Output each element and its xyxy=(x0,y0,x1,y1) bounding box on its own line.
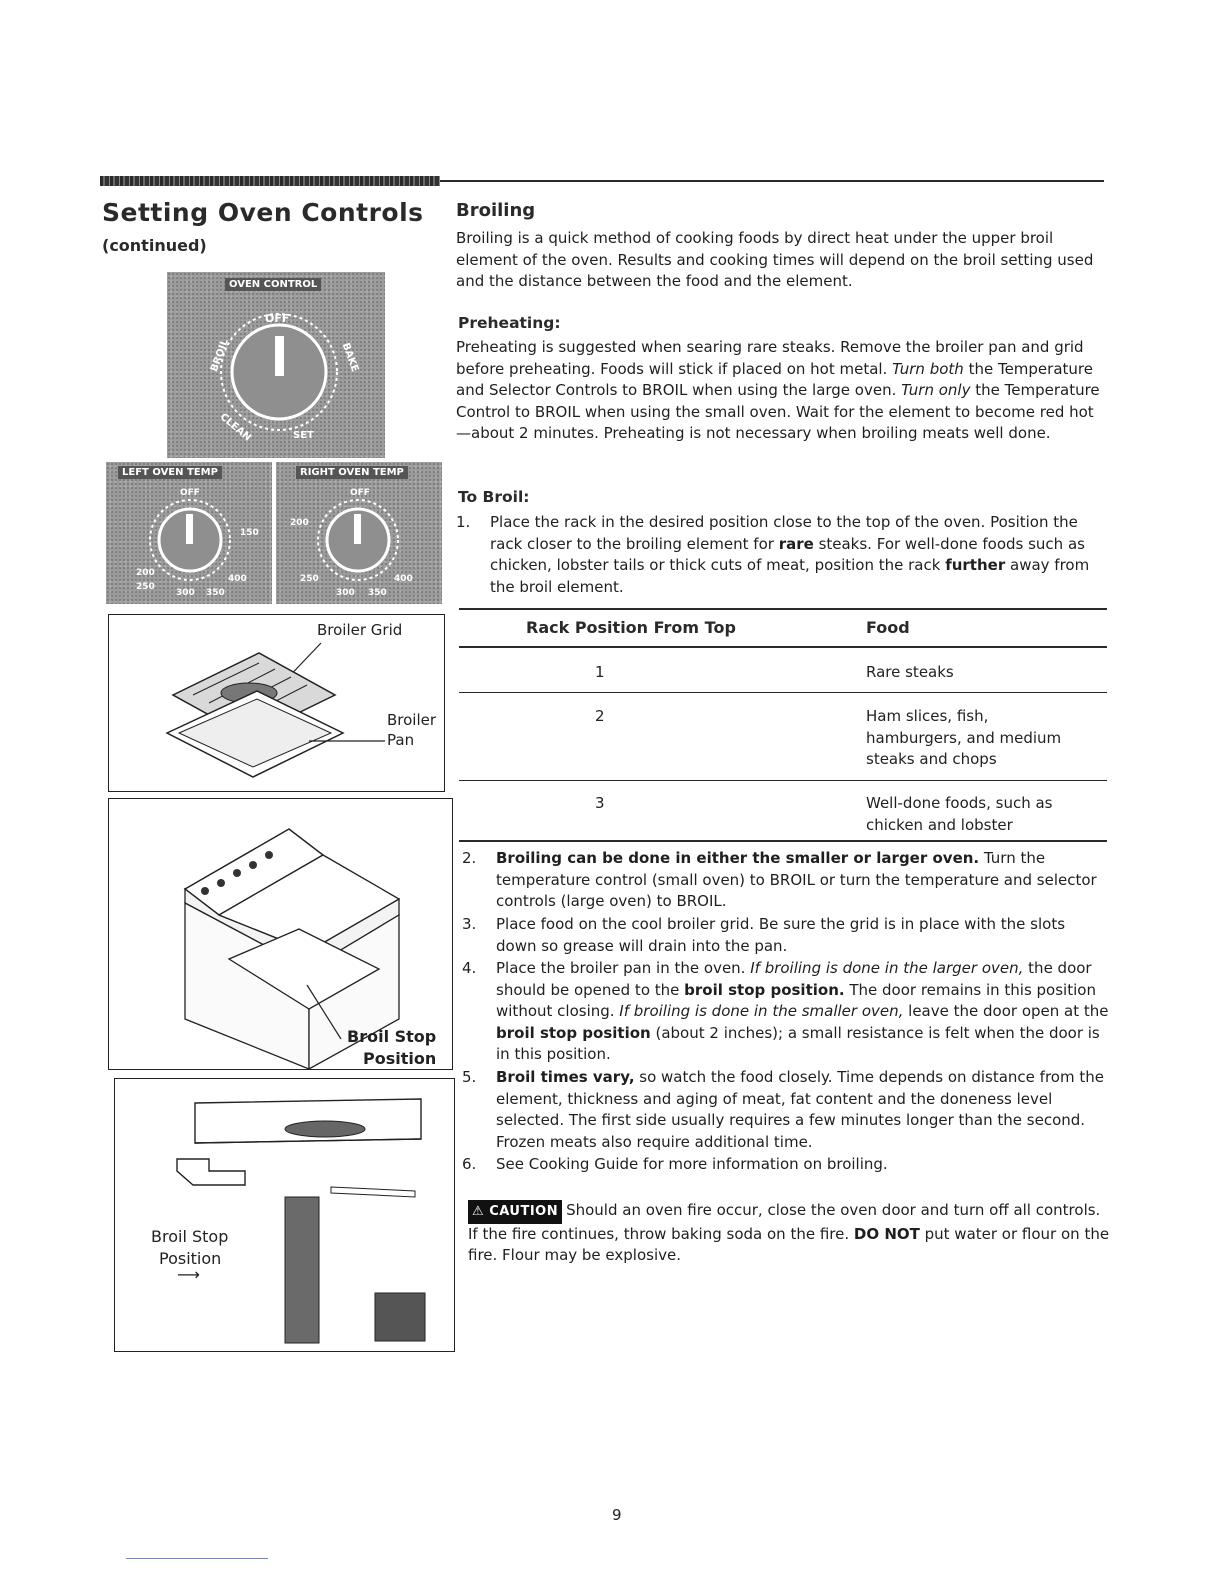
preheating-text-2: the Temperature and Selector Controls to BROIL when using the large oven. xyxy=(456,359,1093,399)
step-2-text-1: Turn the temperature control (small oven) to BROIL or turn the temperature and selector controls (large oven) to BROIL. xyxy=(496,849,1097,910)
caution-badge-text: CAUTION xyxy=(489,1204,559,1219)
broiler-grid-label: Broiler Grid xyxy=(317,621,403,639)
left-oven-temp-dial-figure xyxy=(106,462,272,604)
table-bottom-rule xyxy=(459,840,1107,842)
caution-text-1: Should an oven fire occur, close the oven door and turn off all controls. If the fire continues, throw baking soda on the fire. xyxy=(468,1201,1101,1243)
broiler-pan-label-1: Broiler xyxy=(387,711,437,729)
left-oven-150: 150 xyxy=(240,528,259,538)
page-title: Setting Oven Controls xyxy=(102,198,424,227)
table-header-rule xyxy=(459,646,1107,648)
right-oven-300: 300 xyxy=(336,588,355,598)
left-oven-200: 200 xyxy=(136,568,155,578)
table-header-rack-position: Rack Position From Top xyxy=(526,618,736,637)
left-oven-400: 400 xyxy=(228,574,247,584)
left-oven-temp-label: LEFT OVEN TEMP xyxy=(118,466,222,479)
step-5-text xyxy=(496,1067,1110,1153)
broiling-intro: Broiling is a quick method of cooking foods by direct heat under the upper broil element of the oven. Results and cooking times will depend on the broil setting used and the distance between the food and the element. xyxy=(456,229,1094,290)
step-4 xyxy=(462,958,1110,1066)
step-4-bold-2: broil stop position xyxy=(496,1023,651,1042)
oven-control-set: SET xyxy=(293,430,314,441)
step-1-text-1: Place the rack in the desired position close to the top of the oven. Position the rack closer to the broiling element for xyxy=(490,513,1078,553)
step-4-em-2: If broiling is done in the smaller oven, xyxy=(619,1002,904,1020)
header-rule xyxy=(440,180,1104,182)
right-oven-400: 400 xyxy=(394,574,413,584)
footer-rule xyxy=(126,1558,268,1559)
arrow-right-icon: ⟶ xyxy=(177,1265,200,1284)
step-5-num: 5. xyxy=(462,1068,477,1086)
preheating-heading: Preheating: xyxy=(458,314,561,332)
caution-bold-1: DO NOT xyxy=(853,1224,920,1243)
step-1-num: 1. xyxy=(456,513,471,531)
caution-text-2: put water or flour on the fire. Flour may be explosive. xyxy=(468,1224,1110,1264)
step-5-text-1: so watch the food closely. Time depends on distance from the element, thickness and aging of meat, fat content and the doneness level selected. The first side usually requires a few minutes longer than the second. Frozen meats also require additional time. xyxy=(496,1068,1104,1151)
table-row-1-rule xyxy=(459,692,1107,693)
page-number: 9 xyxy=(612,1506,622,1524)
oven-control-clean: CLEAN xyxy=(217,411,253,444)
step-6-num: 6. xyxy=(462,1155,477,1173)
range-broil-stop-label-1: Broil Stop xyxy=(347,1027,437,1046)
step-2-text xyxy=(496,848,1110,913)
door-broil-stop-label-2: Position xyxy=(159,1249,222,1268)
right-oven-temp-dial-figure xyxy=(276,462,442,604)
table-row-2-position: 2 xyxy=(595,707,605,725)
table-row-2-rule xyxy=(459,780,1107,781)
oven-control-off: OFF xyxy=(265,312,290,325)
broiler-pan-label-2: Pan xyxy=(387,731,415,749)
step-4-text-1: Place the broiler pan in the oven. xyxy=(496,959,751,977)
broiler-pan-figure xyxy=(108,614,445,792)
step-1-text xyxy=(490,512,1106,598)
caution-paragraph xyxy=(468,1200,1112,1267)
table-header-food: Food xyxy=(866,618,910,637)
preheating-text-3: the Temperature Control to BROIL when using the small oven. Wait for the element to become red hot—about 2 minutes. Preheating is not necessary when broiling meats well done. xyxy=(456,381,1100,442)
broiling-heading: Broiling xyxy=(456,200,536,221)
header-bar-dark xyxy=(100,176,440,186)
left-oven-350: 350 xyxy=(206,588,225,598)
range-figure xyxy=(108,798,453,1070)
step-1-text-3: away from the broil element. xyxy=(490,556,1090,596)
step-4-bold-1: broil stop position. xyxy=(684,980,845,999)
left-oven-off: OFF xyxy=(180,488,200,498)
step-4-text-3: The door remains in this position without closing. xyxy=(496,980,1096,1020)
range-broil-stop-label-2: Position xyxy=(363,1049,437,1068)
right-oven-350: 350 xyxy=(368,588,387,598)
right-oven-250: 250 xyxy=(300,574,319,584)
step-2 xyxy=(462,848,1110,913)
step-4-text-4: leave the door open at the xyxy=(903,1002,1109,1020)
right-oven-temp-label: RIGHT OVEN TEMP xyxy=(296,466,408,479)
preheating-em-2: Turn only xyxy=(901,381,971,399)
step-1-bold-2: further xyxy=(945,556,1006,574)
step-2-bold-1: Broiling can be done in either the smaller or larger oven. xyxy=(496,849,980,867)
left-oven-250: 250 xyxy=(136,582,155,592)
preheating-text xyxy=(456,337,1106,445)
right-oven-200: 200 xyxy=(290,518,309,528)
table-top-rule xyxy=(459,608,1107,610)
step-1 xyxy=(456,512,1106,598)
step-4-text xyxy=(496,958,1110,1066)
right-oven-off: OFF xyxy=(350,488,370,498)
step-3 xyxy=(462,914,1110,957)
step-5 xyxy=(462,1067,1110,1153)
step-4-em-1: If broiling is done in the larger oven, xyxy=(750,959,1024,977)
preheating-text-1: Preheating is suggested when searing rare steaks. Remove the broiler pan and grid before preheating. Foods will stick if placed on hot metal. xyxy=(456,338,1084,378)
oven-control-bake: BAKE xyxy=(339,341,361,374)
page-subtitle: (continued) xyxy=(102,236,207,255)
step-6-text: See Cooking Guide for more information on broiling. xyxy=(496,1155,888,1173)
table-row-1-position: 1 xyxy=(595,663,605,681)
step-2-num: 2. xyxy=(462,849,477,867)
step-4-text-5: (about 2 inches); a small resistance is felt when the door is in this position. xyxy=(496,1023,1100,1063)
step-1-bold-1: rare xyxy=(778,534,814,553)
oven-control-broil: BROIL xyxy=(208,337,231,374)
step-5-bold-1: Broil times vary, xyxy=(496,1068,635,1086)
caution-badge: ⚠ CAUTION xyxy=(468,1200,562,1224)
table-row-2-food: Ham slices, fish, hamburgers, and medium steaks and chops xyxy=(866,707,1062,768)
step-6 xyxy=(462,1154,1110,1176)
step-1-text-2: steaks. For well-done foods such as chicken, lobster tails or thick cuts of meat, position the rack xyxy=(490,534,1085,574)
table-row-3-position: 3 xyxy=(595,794,605,812)
oven-door-figure xyxy=(114,1078,455,1352)
step-3-num: 3. xyxy=(462,915,477,933)
to-broil-heading: To Broil: xyxy=(458,488,530,506)
step-4-num: 4. xyxy=(462,959,477,977)
left-oven-300: 300 xyxy=(176,588,195,598)
step-3-text: Place food on the cool broiler grid. Be sure the grid is in place with the slots down so grease will drain into the pan. xyxy=(496,915,1066,955)
oven-control-dial-figure xyxy=(167,272,385,458)
oven-control-label: OVEN CONTROL xyxy=(225,278,321,291)
table-row-1-food: Rare steaks xyxy=(866,663,954,681)
preheating-em-1: Turn both xyxy=(892,359,964,378)
table-row-3-food: Well-done foods, such as chicken and lobster xyxy=(866,794,1053,834)
step-4-text-2: the door should be opened to the xyxy=(496,959,1092,999)
door-broil-stop-label-1: Broil Stop xyxy=(151,1227,229,1246)
